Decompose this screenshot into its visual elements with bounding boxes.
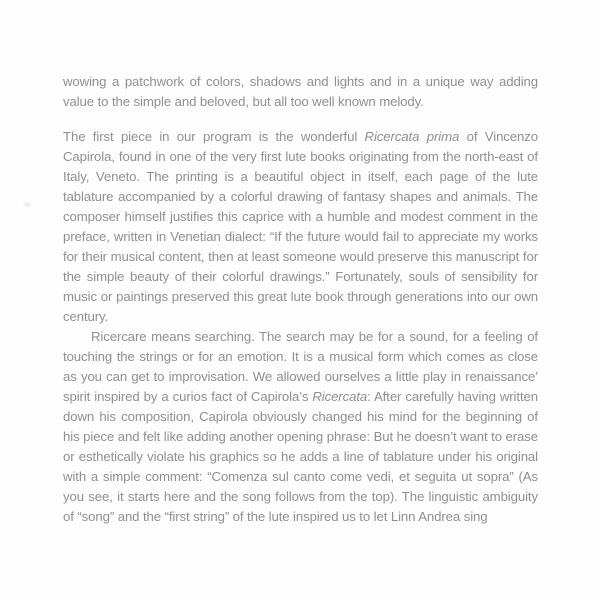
text-segment-italic: Ricercata prima (364, 129, 460, 144)
paragraph-p1 (63, 72, 538, 112)
body-text-block (63, 72, 538, 527)
text-segment: wowing a patchwork of colors, shadows and lights and in a unique way adding value to the simple and beloved, but all too well known melody. (63, 74, 538, 109)
text-segment: of Vincenzo Capirola, found in one of the very first lute books originating from the north-east of Italy, Veneto. The printing is a beautiful object in itself, each page of the lute tablature accompanied by a colorful drawing of fantasy shapes and animals. The composer himself justifies this caprice with a humble and modest comment in the preface, written in Venetian dialect: “If the future would fail to appreciate my works for their musical content, then at least someone would preserve this manuscript for the simple beauty of their colorful drawings.” Fortunately, souls of sensibility for music or paintings preserved this great lute book through generations into our own century. (63, 129, 539, 324)
text-segment: Ricercare means searching. The search may be for a sound, for a feeling of touching the strings or for an emotion. It is a musical form which comes as close as you can get to improvisation. We allowed ourselves a little play in renaissance’ spirit inspired by a curios fact of Capirola’s (63, 329, 538, 404)
text-segment: The first piece in our program is the wonderful (63, 129, 365, 144)
paragraph-p3 (63, 327, 538, 527)
scan-speck (24, 202, 31, 207)
paragraph-p2 (63, 127, 538, 327)
text-segment: : After carefully having written down his composition, Capirola obviously changed his mind for the beginning of his piece and felt like adding another opening phrase: But he doesn’t want to erase or esthetically violate his graphics so he adds a line of tablature under his original with a simple comment: “Comenza sul canto come vedi, et seguita ut sopra” (As you see, it starts here and the song follows from the top). The linguistic ambiguity of “song” and the “first string” of the lute inspired us to let Linn Andrea sing (63, 389, 538, 524)
text-segment-italic: Ricercata (312, 389, 368, 404)
